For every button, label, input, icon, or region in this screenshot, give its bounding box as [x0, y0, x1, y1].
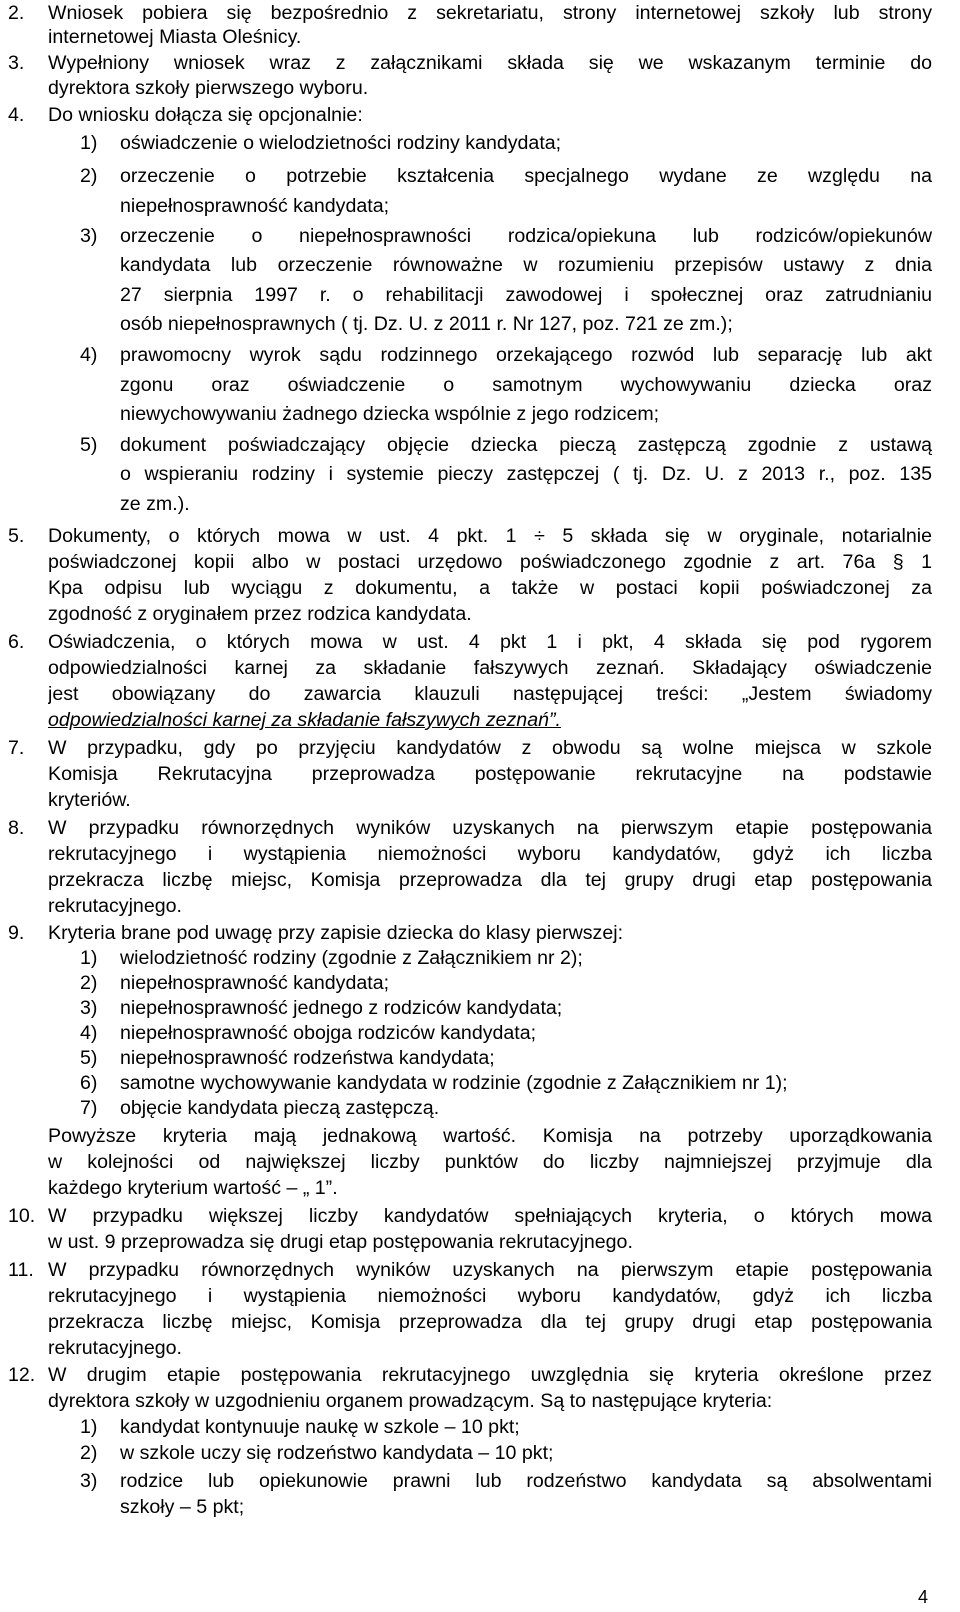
subitem-line: orzeczenie o potrzebie kształcenia specjalnego wydane ze względu na [120, 165, 932, 187]
subitem-number: 6) [80, 1072, 98, 1094]
paragraph-line: kryteriów. [48, 789, 131, 811]
paragraph-line: rekrutacyjnego. [48, 895, 182, 917]
subitem-line: kandydat kontynuuje naukę w szkole – 10 pkt; [120, 1416, 520, 1438]
subitem-line: wielodzietność rodziny (zgodnie z Załącznikiem nr 2); [120, 947, 583, 969]
subitem-number: 1) [80, 132, 98, 154]
subitem-line: objęcie kandydata pieczą zastępczą. [120, 1097, 440, 1119]
item-number: 4. [8, 104, 25, 126]
subitem-number: 2) [80, 165, 98, 187]
item-number: 6. [8, 631, 25, 653]
paragraph-line: Oświadczenia, o których mowa w ust. 4 pkt 1 i pkt, 4 składa się pod rygorem [48, 631, 932, 653]
item-number: 3. [8, 52, 25, 74]
subitem-line: niepełnosprawność kandydata; [120, 972, 390, 994]
paragraph-line: W przypadku równorzędnych wyników uzyskanych na pierwszym etapie postępowania [48, 1259, 932, 1281]
item-number: 11. [8, 1259, 34, 1281]
paragraph-line: odpowiedzialności karnej za składanie fałszywych zeznań. Składający oświadczenie [48, 657, 932, 679]
subitem-number: 1) [80, 947, 98, 969]
paragraph-line: W przypadku większej liczby kandydatów spełniających kryteria, o których mowa [48, 1205, 932, 1227]
paragraph-line: rekrutacyjnego i wystąpienia niemożności wyboru kandydatów, gdyż ich liczba [48, 843, 932, 865]
subitem-number: 7) [80, 1097, 98, 1119]
subitem-line: 27 sierpnia 1997 r. o rehabilitacji zawodowej i społecznej oraz zatrudnianiu [120, 284, 932, 306]
item-number: 10. [8, 1205, 36, 1227]
paragraph-line: W przypadku, gdy po przyjęciu kandydatów z obwodu są wolne miejsca w szkole [48, 737, 932, 759]
subitem-line: prawomocny wyrok sądu rodzinnego orzekającego rozwód lub separację lub akt [120, 344, 932, 366]
paragraph-line: dyrektora szkoły w uzgodnieniu organem prowadzącym. Są to następujące kryteria: [48, 1390, 773, 1412]
item-number: 8. [8, 817, 25, 839]
subitem-line: szkoły – 5 pkt; [120, 1496, 245, 1518]
subitem-number: 2) [80, 972, 98, 994]
subitem-line: rodzice lub opiekunowie prawni lub rodzeństwo kandydata są absolwentami [120, 1470, 932, 1492]
paragraph-line: internetowej Miasta Oleśnicy. [48, 26, 302, 48]
subitem-number: 3) [80, 997, 98, 1019]
paragraph-line: Kryteria brane pod uwagę przy zapisie dziecka do klasy pierwszej: [48, 922, 624, 944]
paragraph-line: każdego kryterium wartość – „ 1”. [48, 1177, 338, 1199]
paragraph-line: dyrektora szkoły pierwszego wyboru. [48, 77, 369, 99]
paragraph-line: w kolejności od największej liczby punktów do liczby najmniejszej przyjmuje dla [48, 1151, 932, 1173]
paragraph-line: przekracza liczbę miejsc, Komisja przeprowadza dla tej grupy drugi etap postępowania [48, 869, 932, 891]
item-number: 9. [8, 922, 25, 944]
paragraph-line: W przypadku równorzędnych wyników uzyskanych na pierwszym etapie postępowania [48, 817, 932, 839]
subitem-line: ze zm.). [120, 493, 190, 515]
paragraph-line: Kpa odpisu lub wyciągu z dokumentu, a także w postaci kopii poświadczonej za [48, 577, 932, 599]
paragraph-line: Komisja Rekrutacyjna przeprowadza postępowanie rekrutacyjne na podstawie [48, 763, 932, 785]
subitem-line: dokument poświadczający objęcie dziecka pieczą zastępczą zgodnie z ustawą [120, 434, 932, 456]
subitem-number: 5) [80, 434, 98, 456]
item-number: 7. [8, 737, 25, 759]
paragraph-line: jest obowiązany do zawarcia klauzuli następującej treści: „Jestem świadomy [48, 683, 932, 705]
page-number: 4 [917, 1587, 928, 1607]
quoted-clause: odpowiedzialności karnej za składanie fałszywych zeznań”. [48, 709, 561, 731]
paragraph-line: Wniosek pobiera się bezpośrednio z sekretariatu, strony internetowej szkoły lub strony [48, 2, 932, 24]
paragraph-line: Wypełniony wniosek wraz z załącznikami składa się we wskazanym terminie do [48, 52, 932, 74]
paragraph-line: zgodność z oryginałem przez rodzica kandydata. [48, 603, 472, 625]
paragraph-line: W drugim etapie postępowania rekrutacyjnego uwzględnia się kryteria określone przez [48, 1364, 932, 1386]
subitem-line: o wspieraniu rodziny i systemie pieczy zastępczej ( tj. Dz. U. z 2013 r., poz. 135 [120, 463, 932, 485]
subitem-line: w szkole uczy się rodzeństwo kandydata – 10 pkt; [120, 1442, 554, 1464]
subitem-line: kandydata lub orzeczenie równoważne w rozumieniu przepisów ustawy z dnia [120, 254, 932, 276]
paragraph-line: w ust. 9 przeprowadza się drugi etap postępowania rekrutacyjnego. [48, 1231, 633, 1253]
subitem-line: samotne wychowywanie kandydata w rodzinie (zgodnie z Załącznikiem nr 1); [120, 1072, 788, 1094]
subitem-line: niepełnosprawność jednego z rodziców kandydata; [120, 997, 563, 1019]
subitem-line: niepełnosprawność rodzeństwa kandydata; [120, 1047, 495, 1069]
subitem-number: 1) [80, 1416, 98, 1438]
subitem-line: osób niepełnosprawnych ( tj. Dz. U. z 2011 r. Nr 127, poz. 721 ze zm.); [120, 313, 733, 335]
subitem-number: 4) [80, 1022, 98, 1044]
subitem-line: zgonu oraz oświadczenie o samotnym wychowywaniu dziecka oraz [120, 374, 932, 396]
subitem-number: 3) [80, 225, 98, 247]
subitem-line: niewychowywaniu żadnego dziecka wspólnie z jego rodzicem; [120, 403, 660, 425]
item-number: 2. [8, 2, 25, 24]
subitem-number: 3) [80, 1470, 98, 1492]
paragraph-line: Powyższe kryteria mają jednakową wartość. Komisja na potrzeby uporządkowania [48, 1125, 932, 1147]
paragraph-line: rekrutacyjnego. [48, 1337, 182, 1359]
paragraph-line: Do wniosku dołącza się opcjonalnie: [48, 104, 363, 126]
subitem-line: niepełnosprawność obojga rodziców kandydata; [120, 1022, 537, 1044]
paragraph-line: poświadczonej kopii albo w postaci urzędowo poświadczonego zgodnie z art. 76a § 1 [48, 551, 932, 573]
subitem-line: niepełnosprawność kandydata; [120, 195, 390, 217]
subitem-number: 4) [80, 344, 98, 366]
subitem-number: 5) [80, 1047, 98, 1069]
subitem-line: orzeczenie o niepełnosprawności rodzica/opiekuna lub rodziców/opiekunów [120, 225, 932, 247]
item-number: 5. [8, 525, 25, 547]
paragraph-line: Dokumenty, o których mowa w ust. 4 pkt. 1 ÷ 5 składa się w oryginale, notarialnie [48, 525, 932, 547]
item-number: 12. [8, 1364, 36, 1386]
paragraph-line: rekrutacyjnego i wystąpienia niemożności wyboru kandydatów, gdyż ich liczba [48, 1285, 932, 1307]
paragraph-line: przekracza liczbę miejsc, Komisja przeprowadza dla tej grupy drugi etap postępowania [48, 1311, 932, 1333]
subitem-number: 2) [80, 1442, 98, 1464]
subitem-line: oświadczenie o wielodzietności rodziny kandydata; [120, 132, 562, 154]
